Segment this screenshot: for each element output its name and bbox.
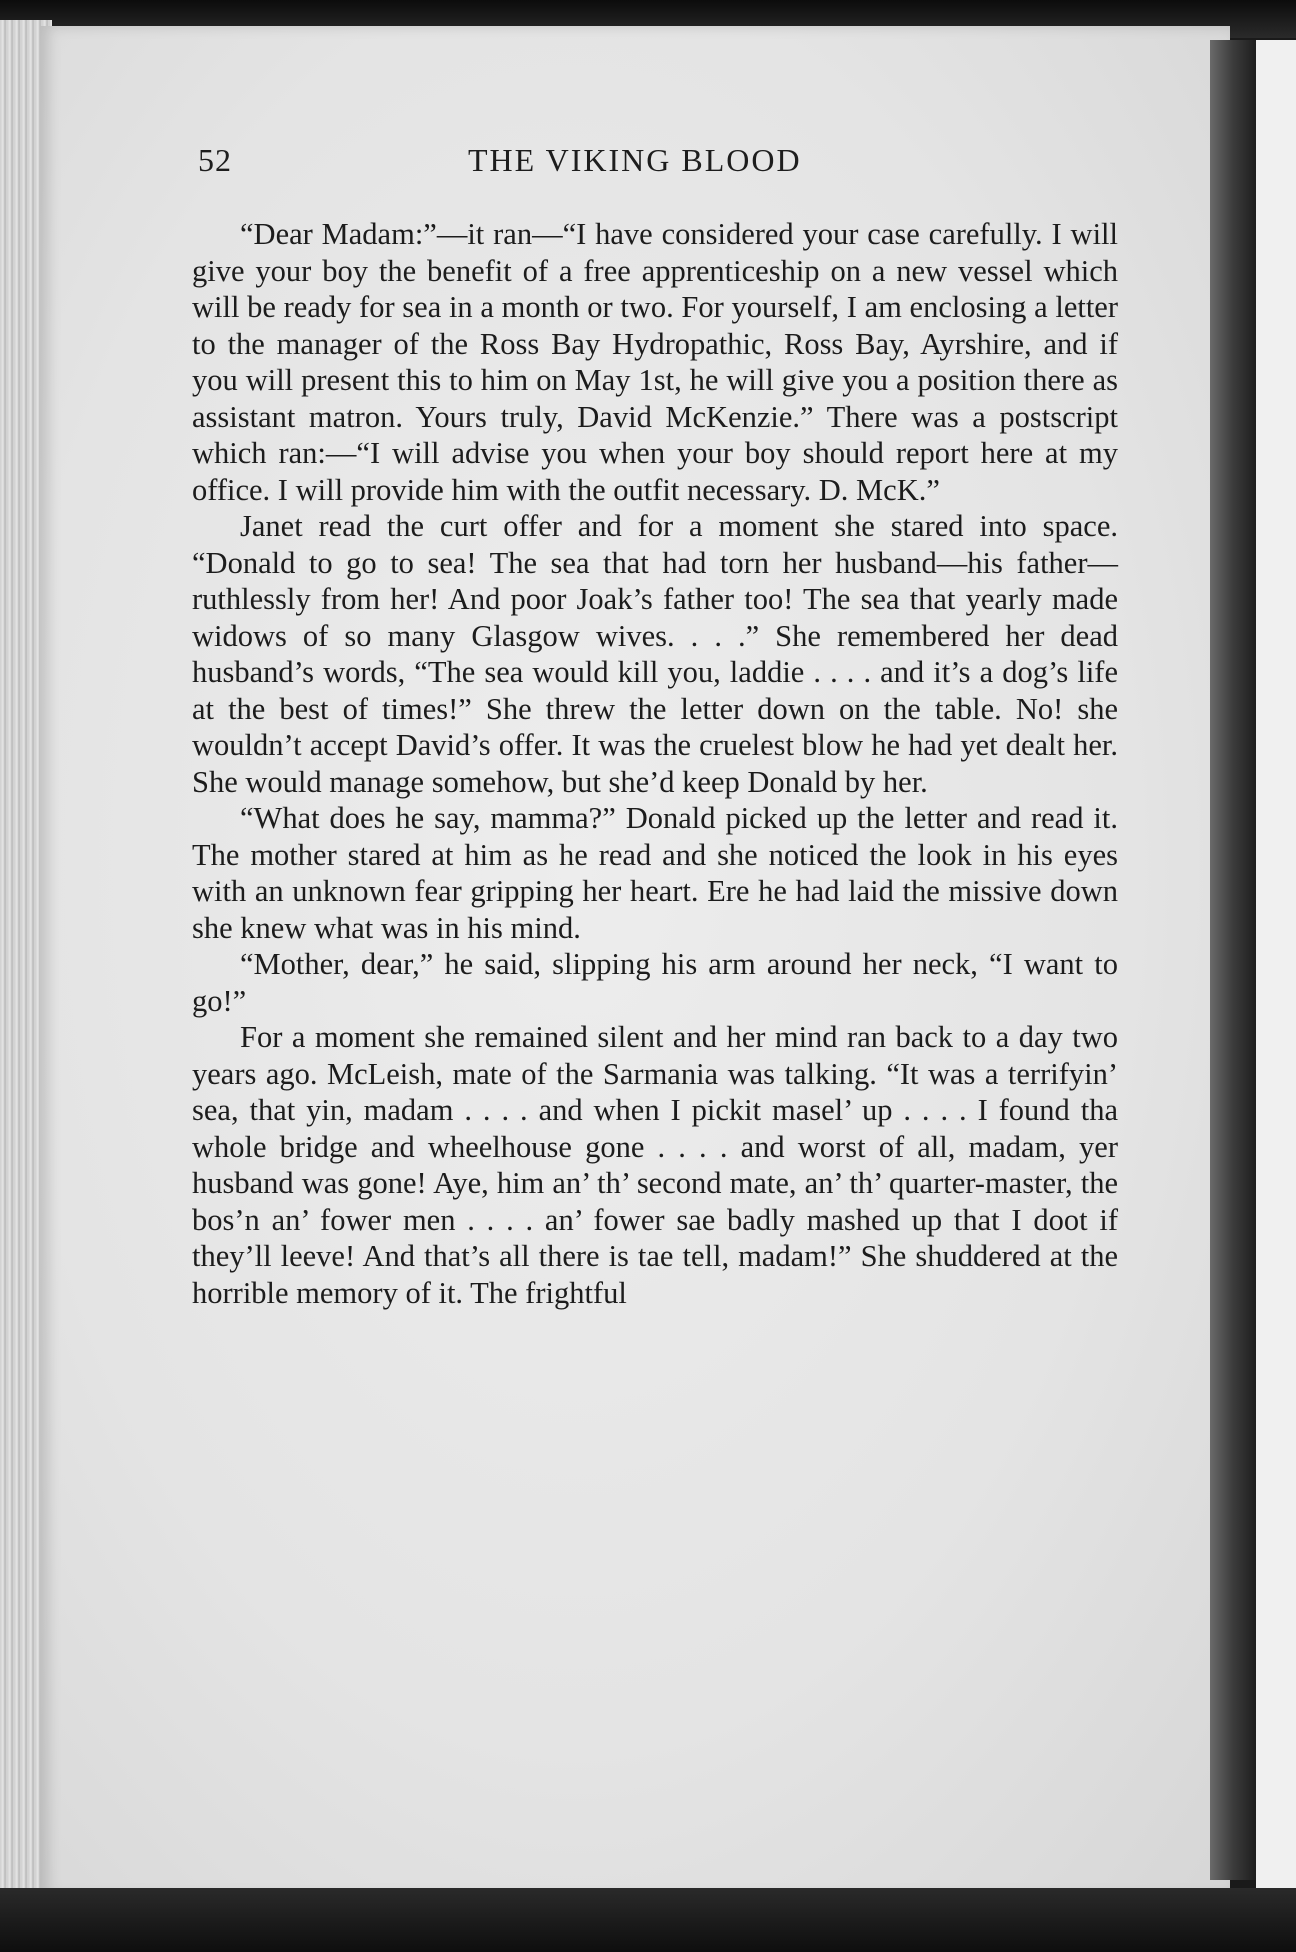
paragraph-letter: “Dear Madam:”—it ran—“I have considered your case carefully. I will give your boy the benefit of a free apprenticeship on a new vessel which will be ready for sea in a month or two. For yourself, I am enclosing a letter to the manager of the Ross Bay Hydropathic, Ross Bay, Ayrshire, and if you will present this to him on May 1st, he will give you a position there as assistant matron. Yours truly, David McKenzie.” There was a postscript which ran:—“I will advise you when your boy should report here at my office. I will provide him with the outfit necessary. D. McK.”: [192, 217, 1118, 507]
bottom-shadow-strip: [0, 1888, 1296, 1952]
paragraph-memory: For a moment she remained silent and her mind ran back to a day two years ago. McLeish, mate of the Sarmania was talking. “It was a terrifyin’ sea, that yin, madam . . . . and when I pickit masel’ up . . . . I found tha whole bridge and wheelhouse gone . . . . and worst of all, madam, yer husband was gone! Aye, him an’ th’ second mate, an’ th’ quarter-master, the bos’n an’ fower men . . . . an’ fower sae badly mashed up that I doot if they’ll leeve! And that’s all there is tae tell, madam!” She shuddered at the horrible memory of it. The frightful: [192, 1020, 1118, 1310]
facing-page-edge: [1256, 40, 1296, 1890]
book-gutter-shadow: [1210, 40, 1256, 1880]
running-head: THE VIKING BLOOD: [468, 142, 802, 178]
body-text: [192, 216, 1118, 1311]
page-number: 52: [198, 142, 232, 178]
paragraph-janet-reaction: Janet read the curt offer and for a moment she stared into space. “Donald to go to sea! The sea that had torn her husband—his father—ruthlessly from her! And poor Joak’s father too! The sea that yearly made widows of so many Glasgow wives. . . .” She remembered her dead husband’s words, “The sea would kill you, laddie . . . . and it’s a dog’s life at the best of times!” She threw the letter down on the table. No! she wouldn’t accept David’s offer. It was the cruelest blow he had yet dealt her. She would manage somehow, but she’d keep Donald by her.: [192, 509, 1118, 799]
paragraph-want-to-go: “Mother, dear,” he said, slipping his arm around her neck, “I want to go!”: [192, 947, 1118, 1018]
page-header: [198, 142, 1118, 192]
paragraph-donald-reads: “What does he say, mamma?” Donald picked up the letter and read it. The mother stared at him as he read and she noticed the look in his eyes with an unknown fear gripping her heart. Ere he had laid the missive down she knew what was in his mind.: [192, 801, 1118, 945]
